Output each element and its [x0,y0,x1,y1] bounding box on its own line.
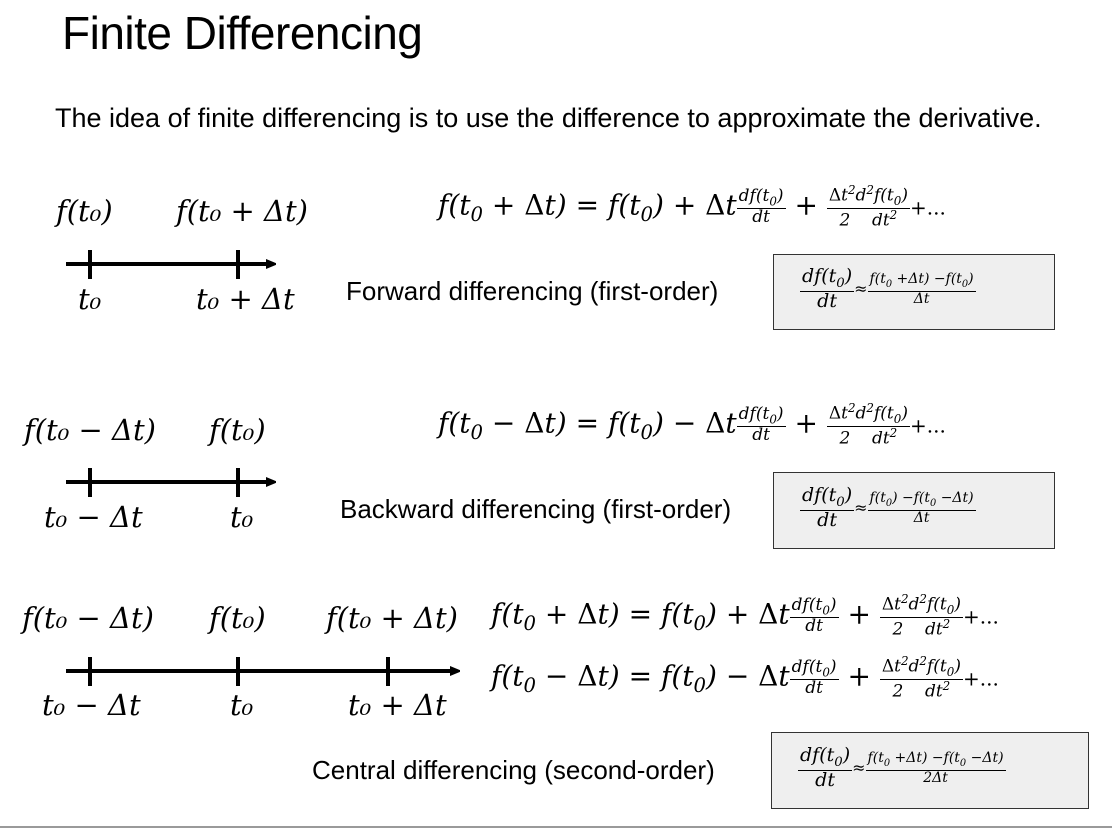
central-top-left: f(t₀ − Δt) [22,601,154,635]
forward-formula-box [773,254,1055,330]
backward-top-left: f(t₀ − Δt) [24,413,156,447]
central-top-mid: f(t₀) [209,601,266,635]
central-formula-box [771,732,1089,809]
central-label: Central differencing (second-order) [312,755,715,785]
central-tick-mid-label: t₀ [230,688,254,722]
backward-tick-left-label: t₀ − Δt [44,500,143,534]
page-title: Finite Differencing [62,7,423,59]
forward-top-right: f(t₀ + Δt) [176,194,308,228]
backward-tick-right-label: t₀ [230,500,254,534]
central-expansion-plus: $f(t_0 + \Delta t) = f(t_0) + \Delta t$ $\frac{df(t_0)}{dt}$ + $\frac{\Delta t^2d^2f(t_0)}{2 dt^2}$ +... [491,592,999,640]
central-formula: $\frac{df(t_0)}{dt}$ ≈ $\frac{f(t_0 +\Delta t) -f(t_0 -\Delta t)}{2\Delta t}$ [800,744,1004,791]
backward-top-right: f(t₀) [209,413,266,447]
central-expansion-minus: $f(t_0 - \Delta t) = f(t_0) - \Delta t$ $\frac{df(t_0)}{dt}$ + $\frac{\Delta t^2d^2f(t_0)}{2 dt^2}$ +... [491,654,999,702]
central-tick-left-label: t₀ − Δt [42,688,141,722]
forward-top-left: f(t₀) [56,194,113,228]
backward-formula-box [773,472,1055,549]
forward-formula: $\frac{df(t_0)}{dt}$ ≈ $\frac{f(t_0 +\Delta t) -f(t_0)}{\Delta t}$ [802,265,974,312]
backward-formula: $\frac{df(t_0)}{dt}$ ≈ $\frac{f(t_0) -f(t_0 -\Delta t)}{\Delta t}$ [802,484,974,531]
backward-label: Backward differencing (first-order) [340,494,732,524]
central-tick-right-label: t₀ + Δt [348,688,447,722]
forward-tick-right-label: t₀ + Δt [196,282,295,316]
intro-text: The idea of finite differencing is to use the difference to approximate the derivative. [55,103,1042,133]
central-top-right: f(t₀ + Δt) [326,601,458,635]
forward-label: Forward differencing (first-order) [346,276,719,306]
backward-expansion: $f(t_0 - \Delta t) = f(t_0) - \Delta t$ $\frac{df(t_0)}{dt}$ + $\frac{\Delta t^2d^2f(t_0)}{2 dt^2}$ +... [438,401,946,449]
forward-expansion: $f(t_0 + \Delta t) = f(t_0) + \Delta t$ $\frac{df(t_0)}{dt}$ + $\frac{\Delta t^2d^2f(t_0)}{2 dt^2}$ +... [438,183,946,231]
forward-tick-left-label: t₀ [78,282,102,316]
